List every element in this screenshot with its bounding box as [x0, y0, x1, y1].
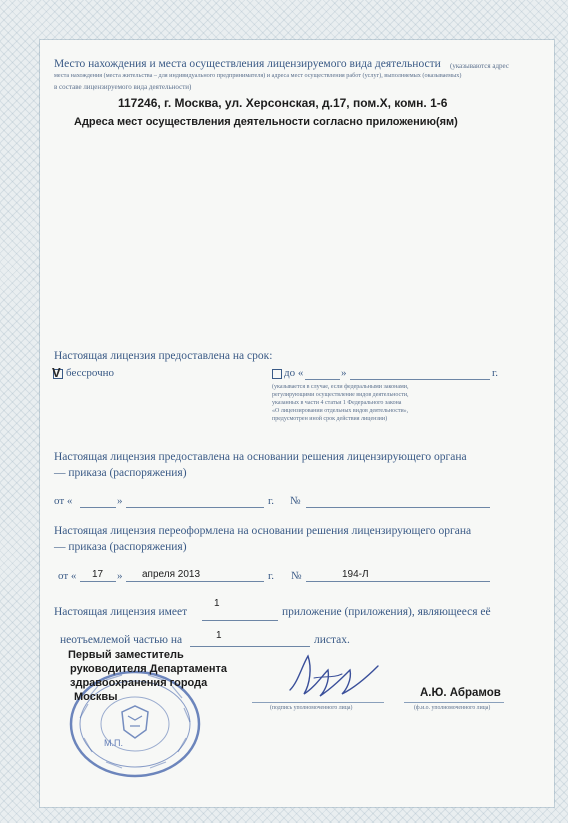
appendices-line-2-suffix: листах. [314, 634, 350, 646]
granted-month-line [126, 507, 264, 508]
term-note-4: «О лицензировании отдельных видов деятельности», [272, 408, 409, 414]
until-date-checkbox[interactable] [272, 369, 282, 379]
signatory-position-4: Москвы [74, 691, 118, 703]
location-note-3: в составе лицензируемого вида деятельности) [54, 83, 192, 91]
reissued-from-mid: » [117, 570, 123, 582]
granted-line-1: Настоящая лицензия предоставлена на основании решения лицензирующего органа [54, 451, 467, 463]
granted-number-line [306, 507, 490, 508]
name-caption: (ф.и.о. уполномоченного лица) [414, 705, 491, 711]
reissued-month-year: апреля 2013 [142, 569, 201, 580]
location-heading: Место нахождения и места осуществления лицензируемого вида деятельности [54, 58, 441, 70]
term-note-3: указанных в части 4 статьи 1 Федерального закона [272, 400, 402, 406]
location-note-2: места нахождения (места жительства – для индивидуального предпринимателя) и адреса мест осуществления работ (услуг), выполняемых (оказываемых) [54, 72, 462, 79]
indefinite-check-mark: V [52, 365, 61, 380]
granted-from-mid: » [117, 495, 123, 507]
appendices-sheets: 1 [216, 630, 222, 641]
signatory-position-2: руководителя Департамента [70, 663, 228, 675]
license-address: 117246, г. Москва, ул. Херсонская, д.17, пом.X, комн. 1-6 [118, 96, 448, 110]
handwritten-signature [284, 648, 384, 704]
signatory-position-1: Первый заместитель [68, 649, 184, 661]
appendices-line-2-prefix: неотъемлемой частью на [60, 634, 183, 646]
granted-number-label: № [290, 495, 301, 507]
reissued-from-prefix: от « [58, 570, 77, 582]
appendices-count: 1 [214, 598, 220, 609]
term-note-1: (указывается в случае, если федеральными законами, [272, 384, 409, 390]
until-month-line [350, 379, 490, 380]
signature-caption: (подпись уполномоченного лица) [270, 705, 353, 711]
reissued-number-label: № [291, 570, 302, 582]
granted-from-prefix: от « [54, 495, 73, 507]
signatory-name: А.Ю. Абрамов [420, 687, 501, 699]
until-prefix: до « [284, 367, 304, 379]
appendices-sheets-line [190, 646, 310, 647]
reissued-year-suffix: г. [268, 570, 275, 582]
until-mid: » [341, 367, 347, 379]
location-note-1: (указываются адрес [450, 62, 509, 70]
until-year-suffix: г. [492, 367, 499, 379]
name-line [404, 702, 504, 703]
appendices-line-1-suffix: приложение (приложения), являющееся её [282, 606, 491, 618]
signatory-position-3: здравоохранения города [70, 677, 208, 689]
stamp-mark: М.П. [104, 738, 123, 748]
reissued-number: 194-Л [342, 569, 369, 580]
signature-line [252, 702, 384, 703]
reissued-line-2: — приказа (распоряжения) [54, 541, 187, 553]
term-note-5: предусмотрен иной срок действия лицензии) [272, 416, 388, 422]
reissued-line-1: Настоящая лицензия переоформлена на основании решения лицензирующего органа [54, 525, 472, 537]
reissued-day-line [80, 581, 116, 582]
reissued-day: 17 [92, 569, 104, 580]
granted-day-line [80, 507, 116, 508]
reissued-month-line [126, 581, 264, 582]
until-day-line [305, 379, 340, 380]
granted-line-2: — приказа (распоряжения) [54, 467, 187, 479]
term-heading: Настоящая лицензия предоставлена на срок: [54, 350, 273, 362]
indefinite-label: бессрочно [66, 367, 115, 379]
appendices-count-line [202, 620, 278, 621]
granted-year-suffix: г. [268, 495, 275, 507]
appendix-address-note: Адреса мест осуществления деятельности согласно приложению(ям) [74, 116, 458, 128]
reissued-number-line [306, 581, 490, 582]
term-note-2: регулирующими осуществление видов деятельности, [272, 392, 409, 398]
appendices-line-1-prefix: Настоящая лицензия имеет [54, 606, 188, 618]
